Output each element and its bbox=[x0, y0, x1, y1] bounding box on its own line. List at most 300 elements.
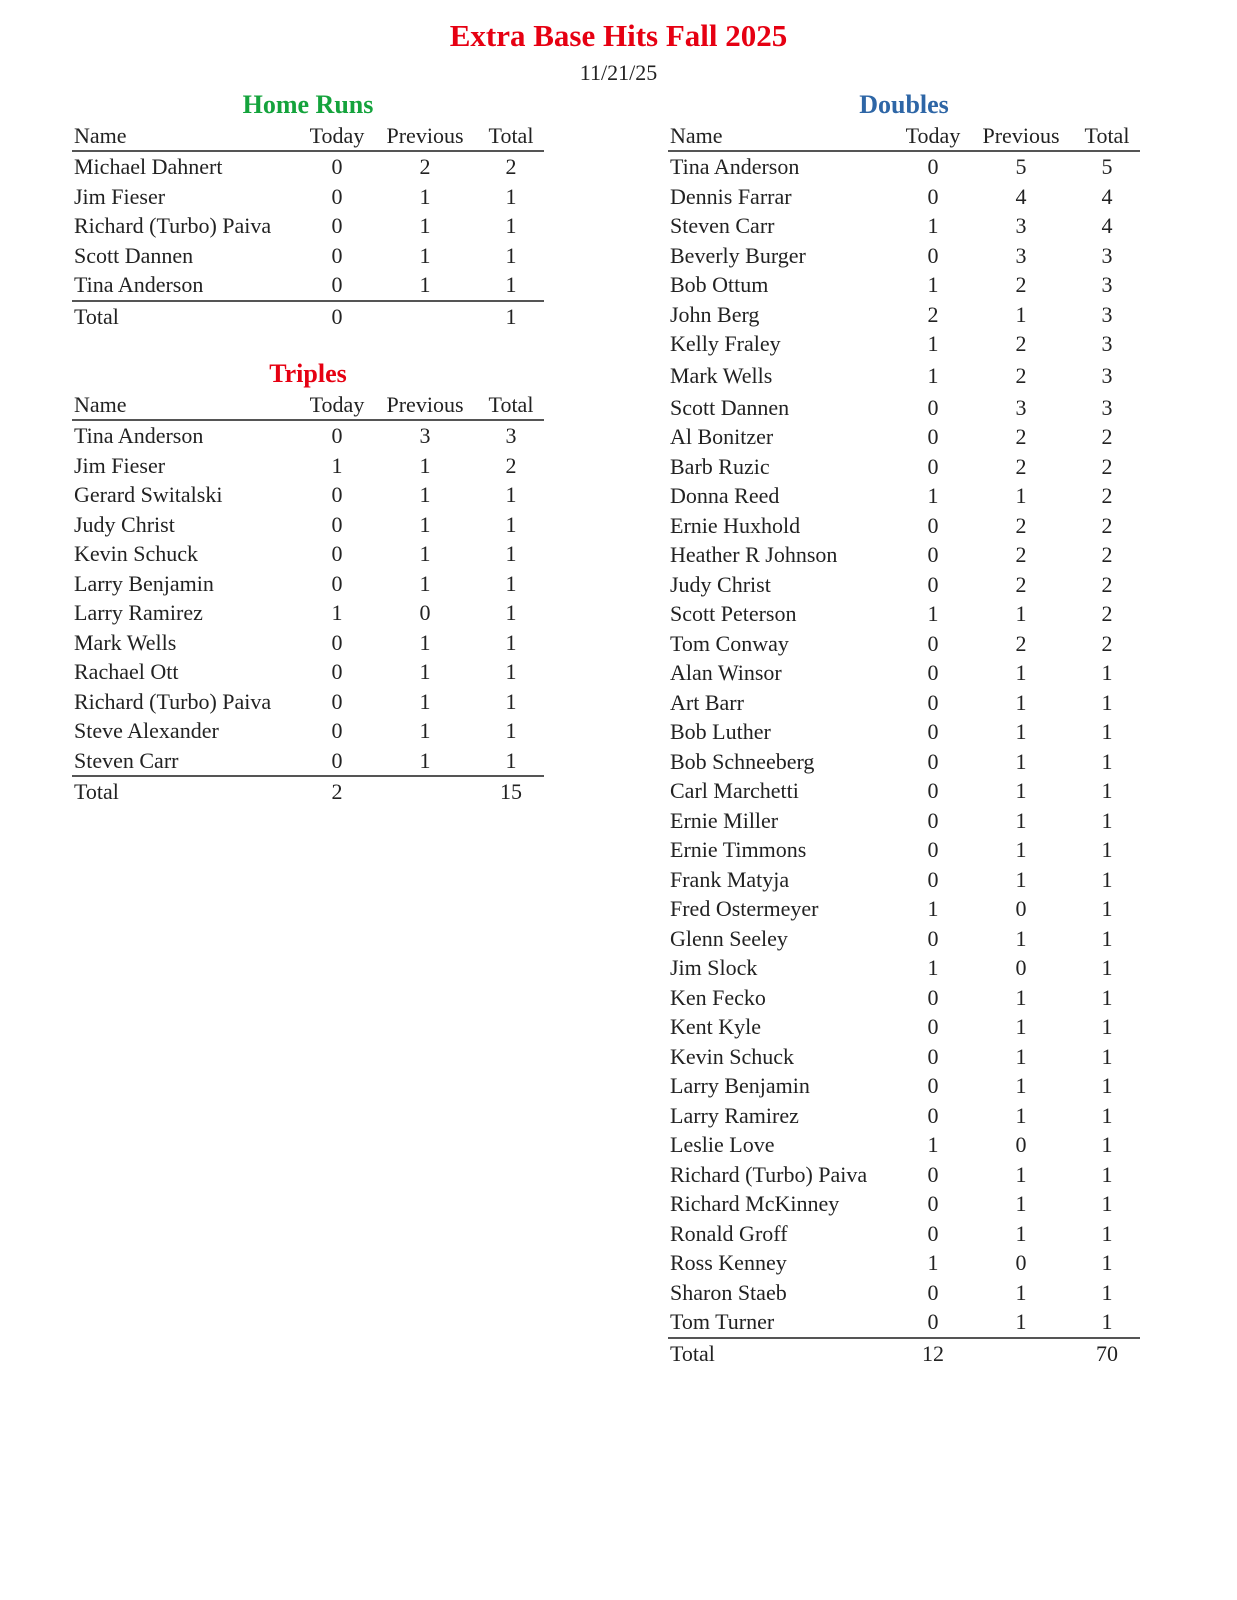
name-cell: Ernie Timmons bbox=[670, 837, 807, 862]
table-row bbox=[668, 599, 1140, 629]
name-cell: Jim Slock bbox=[670, 955, 758, 980]
total-cell: 1 bbox=[1101, 955, 1113, 980]
total-cell: 3 bbox=[1101, 301, 1113, 327]
table-row bbox=[668, 182, 1140, 212]
table-row bbox=[72, 480, 544, 510]
total-cell: 1 bbox=[1101, 689, 1113, 715]
previous-cell: 1 bbox=[419, 688, 431, 714]
total-cell: 3 bbox=[1101, 272, 1113, 297]
table-row bbox=[668, 806, 1140, 836]
today-cell: 0 bbox=[331, 541, 343, 566]
table-row bbox=[668, 151, 1140, 182]
today-cell: 0 bbox=[927, 837, 939, 862]
total-cell: 1 bbox=[505, 629, 517, 655]
total-cell: 1 bbox=[505, 272, 517, 297]
previous-cell: 1 bbox=[1015, 1043, 1027, 1069]
table-row bbox=[72, 182, 544, 212]
previous-cell: 1 bbox=[1015, 719, 1027, 744]
previous-cell: 0 bbox=[1015, 1250, 1027, 1275]
table-row bbox=[668, 953, 1140, 983]
total-cell: 2 bbox=[1101, 483, 1113, 508]
name-cell: Richard McKinney bbox=[670, 1191, 840, 1216]
total-cell: 1 bbox=[1101, 1309, 1113, 1334]
today-cell: 0 bbox=[927, 807, 939, 833]
total-total-cell: 1 bbox=[478, 301, 544, 332]
table-row bbox=[668, 983, 1140, 1013]
header-row bbox=[72, 122, 544, 151]
table-row bbox=[668, 481, 1140, 511]
name-cell: Bob Schneeberg bbox=[670, 748, 815, 774]
total-cell: 1 bbox=[1101, 896, 1113, 921]
previous-cell: 1 bbox=[1015, 601, 1027, 626]
previous-cell: 5 bbox=[1015, 154, 1027, 179]
name-cell: Mark Wells bbox=[670, 362, 773, 388]
name-cell: Steven Carr bbox=[74, 747, 179, 773]
previous-cell: 2 bbox=[1015, 331, 1027, 356]
previous-cell: 2 bbox=[1015, 512, 1027, 538]
column-header-name: Name bbox=[668, 122, 898, 151]
total-row bbox=[668, 1338, 1140, 1369]
today-cell: 0 bbox=[331, 511, 343, 537]
total-cell: 1 bbox=[1101, 1191, 1113, 1216]
name-cell: Beverly Burger bbox=[670, 242, 806, 268]
today-cell: 0 bbox=[927, 512, 939, 538]
previous-cell: 1 bbox=[1015, 689, 1027, 715]
table-row bbox=[668, 329, 1140, 359]
previous-cell: 1 bbox=[1015, 866, 1027, 892]
previous-cell: 1 bbox=[419, 629, 431, 655]
table-row bbox=[668, 1248, 1140, 1278]
name-cell: Tina Anderson bbox=[74, 423, 204, 448]
total-cell: 2 bbox=[1101, 542, 1113, 567]
table-row bbox=[668, 1160, 1140, 1190]
total-cell: 2 bbox=[505, 452, 517, 478]
total-cell: 1 bbox=[505, 570, 517, 596]
name-cell: Judy Christ bbox=[74, 511, 175, 537]
total-total-cell: 15 bbox=[478, 776, 544, 807]
today-cell: 1 bbox=[927, 1132, 939, 1157]
total-cell: 1 bbox=[505, 747, 517, 773]
today-cell: 0 bbox=[927, 984, 939, 1010]
name-cell: Mark Wells bbox=[74, 629, 177, 655]
total-cell: 2 bbox=[505, 154, 517, 179]
doubles-heading: Doubles bbox=[859, 90, 949, 119]
total-cell: 1 bbox=[1101, 925, 1113, 951]
today-cell: 0 bbox=[927, 1014, 939, 1039]
name-cell: Tina Anderson bbox=[670, 154, 800, 179]
table-row bbox=[668, 422, 1140, 452]
table-row bbox=[668, 924, 1140, 954]
name-cell: Bob Ottum bbox=[670, 272, 769, 297]
total-cell: 2 bbox=[1101, 424, 1113, 449]
triples-heading: Triples bbox=[269, 359, 347, 388]
today-cell: 0 bbox=[927, 719, 939, 744]
total-row bbox=[72, 301, 544, 332]
name-cell: John Berg bbox=[670, 301, 760, 327]
table-row bbox=[668, 688, 1140, 718]
name-cell: Art Barr bbox=[670, 689, 744, 715]
today-cell: 0 bbox=[331, 154, 343, 179]
table-row bbox=[72, 746, 544, 777]
previous-cell: 1 bbox=[419, 541, 431, 566]
today-cell: 0 bbox=[331, 242, 343, 268]
previous-cell: 3 bbox=[419, 423, 431, 448]
name-cell: Kent Kyle bbox=[670, 1014, 762, 1039]
today-cell: 0 bbox=[927, 154, 939, 179]
total-cell: 1 bbox=[505, 688, 517, 714]
today-cell: 1 bbox=[927, 213, 939, 238]
total-cell: 1 bbox=[1101, 1073, 1113, 1098]
today-cell: 0 bbox=[331, 183, 343, 209]
previous-cell: 1 bbox=[1015, 807, 1027, 833]
home-runs-heading: Home Runs bbox=[242, 90, 374, 119]
previous-cell: 1 bbox=[419, 659, 431, 684]
previous-cell: 1 bbox=[1015, 301, 1027, 327]
today-cell: 0 bbox=[927, 571, 939, 597]
table-row bbox=[72, 539, 544, 569]
total-cell: 1 bbox=[1101, 660, 1113, 685]
page-title: Extra Base Hits Fall 2025 bbox=[449, 18, 788, 53]
previous-cell: 3 bbox=[1015, 242, 1027, 268]
table-row bbox=[668, 540, 1140, 570]
previous-cell: 1 bbox=[1015, 984, 1027, 1010]
table-row bbox=[668, 1219, 1140, 1249]
total-cell: 1 bbox=[505, 718, 517, 743]
previous-cell: 0 bbox=[419, 600, 431, 625]
today-cell: 0 bbox=[927, 778, 939, 803]
today-cell: 0 bbox=[927, 453, 939, 479]
today-cell: 0 bbox=[927, 394, 939, 420]
home-runs-table bbox=[72, 122, 544, 331]
today-cell: 0 bbox=[927, 748, 939, 774]
previous-cell: 1 bbox=[419, 452, 431, 478]
total-cell: 4 bbox=[1101, 183, 1113, 209]
today-cell: 0 bbox=[927, 689, 939, 715]
total-total-cell: 70 bbox=[1074, 1338, 1140, 1369]
total-previous-cell bbox=[372, 301, 478, 332]
name-cell: Alan Winsor bbox=[670, 660, 782, 685]
total-cell: 2 bbox=[1101, 601, 1113, 626]
today-cell: 0 bbox=[331, 423, 343, 448]
name-cell: Ronald Groff bbox=[670, 1220, 788, 1246]
name-cell: Dennis Farrar bbox=[670, 183, 792, 209]
column-header-previous: Previous bbox=[968, 122, 1074, 151]
name-cell: Richard (Turbo) Paiva bbox=[670, 1161, 868, 1187]
table-row bbox=[72, 420, 544, 451]
name-cell: Larry Benjamin bbox=[670, 1073, 810, 1098]
name-cell: Kevin Schuck bbox=[74, 541, 199, 566]
doubles-section bbox=[668, 88, 1140, 1368]
previous-cell: 1 bbox=[1015, 1073, 1027, 1098]
previous-cell: 3 bbox=[1015, 394, 1027, 420]
total-row bbox=[72, 776, 544, 807]
today-cell: 0 bbox=[927, 1309, 939, 1334]
total-cell: 1 bbox=[1101, 719, 1113, 744]
name-cell: Larry Benjamin bbox=[74, 570, 214, 596]
previous-cell: 1 bbox=[419, 718, 431, 743]
previous-cell: 3 bbox=[1015, 213, 1027, 238]
today-cell: 1 bbox=[927, 1250, 939, 1275]
total-cell: 3 bbox=[1101, 394, 1113, 420]
header-row bbox=[668, 122, 1140, 151]
name-cell: Sharon Staeb bbox=[670, 1279, 787, 1305]
total-cell: 1 bbox=[1101, 1102, 1113, 1128]
total-today-cell: 12 bbox=[898, 1338, 968, 1369]
today-cell: 0 bbox=[331, 718, 343, 743]
today-cell: 0 bbox=[927, 1073, 939, 1098]
name-cell: Steven Carr bbox=[670, 213, 775, 238]
table-row bbox=[668, 452, 1140, 482]
previous-cell: 1 bbox=[419, 272, 431, 297]
name-cell: Fred Ostermeyer bbox=[670, 896, 819, 921]
total-cell: 1 bbox=[1101, 1220, 1113, 1246]
today-cell: 0 bbox=[927, 925, 939, 951]
total-previous-cell bbox=[372, 776, 478, 807]
column-header-previous: Previous bbox=[372, 391, 478, 420]
previous-cell: 1 bbox=[419, 747, 431, 773]
home-runs-section bbox=[72, 88, 544, 331]
previous-cell: 1 bbox=[1015, 837, 1027, 862]
table-row bbox=[72, 270, 544, 301]
previous-cell: 2 bbox=[1015, 630, 1027, 656]
name-cell: Ernie Miller bbox=[670, 807, 779, 833]
table-row bbox=[72, 716, 544, 746]
name-cell: Carl Marchetti bbox=[670, 778, 799, 803]
table-row bbox=[668, 865, 1140, 895]
name-cell: Kelly Fraley bbox=[670, 331, 781, 356]
column-header-today: Today bbox=[302, 391, 372, 420]
today-cell: 0 bbox=[927, 1220, 939, 1246]
name-cell: Ken Fecko bbox=[670, 984, 766, 1010]
total-cell: 3 bbox=[1101, 242, 1113, 268]
name-cell: Barb Ruzic bbox=[670, 453, 770, 479]
name-cell: Tina Anderson bbox=[74, 272, 204, 297]
total-cell: 1 bbox=[505, 242, 517, 268]
today-cell: 0 bbox=[331, 213, 343, 238]
previous-cell: 1 bbox=[1015, 1014, 1027, 1039]
previous-cell: 1 bbox=[419, 482, 431, 507]
name-cell: Gerard Switalski bbox=[74, 482, 223, 507]
today-cell: 0 bbox=[331, 570, 343, 596]
today-cell: 0 bbox=[927, 183, 939, 209]
triples-section bbox=[72, 357, 544, 807]
today-cell: 1 bbox=[927, 896, 939, 921]
table-row bbox=[668, 1307, 1140, 1338]
name-cell: Kevin Schuck bbox=[670, 1043, 795, 1069]
name-cell: Richard (Turbo) Paiva bbox=[74, 213, 272, 238]
table-row bbox=[72, 211, 544, 241]
name-cell: Donna Reed bbox=[670, 483, 780, 508]
header-row bbox=[72, 391, 544, 420]
table-row bbox=[668, 717, 1140, 747]
previous-cell: 1 bbox=[1015, 660, 1027, 685]
previous-cell: 1 bbox=[1015, 748, 1027, 774]
previous-cell: 1 bbox=[1015, 1161, 1027, 1187]
table-row bbox=[668, 1278, 1140, 1308]
today-cell: 0 bbox=[927, 1161, 939, 1187]
table-row bbox=[668, 393, 1140, 423]
table-row bbox=[668, 835, 1140, 865]
table-row bbox=[668, 894, 1140, 924]
today-cell: 1 bbox=[331, 600, 343, 625]
total-cell: 1 bbox=[505, 183, 517, 209]
table-row bbox=[668, 1101, 1140, 1131]
name-cell: Jim Fieser bbox=[74, 183, 166, 209]
previous-cell: 2 bbox=[419, 154, 431, 179]
previous-cell: 1 bbox=[1015, 778, 1027, 803]
today-cell: 1 bbox=[927, 601, 939, 626]
total-cell: 3 bbox=[1101, 331, 1113, 356]
today-cell: 1 bbox=[927, 362, 939, 388]
column-header-total: Total bbox=[478, 122, 544, 151]
name-cell: Michael Dahnert bbox=[74, 154, 223, 179]
column-header-total: Total bbox=[1074, 122, 1140, 151]
table-row bbox=[72, 510, 544, 540]
previous-cell: 1 bbox=[1015, 483, 1027, 508]
column-header-name: Name bbox=[72, 122, 302, 151]
today-cell: 0 bbox=[927, 1191, 939, 1216]
previous-cell: 1 bbox=[1015, 925, 1027, 951]
previous-cell: 4 bbox=[1015, 183, 1027, 209]
total-cell: 1 bbox=[1101, 984, 1113, 1010]
total-today-cell: 2 bbox=[302, 776, 372, 807]
total-cell: 1 bbox=[1101, 1043, 1113, 1069]
today-cell: 1 bbox=[927, 272, 939, 297]
today-cell: 2 bbox=[927, 301, 939, 327]
today-cell: 0 bbox=[927, 1102, 939, 1128]
today-cell: 1 bbox=[927, 955, 939, 980]
today-cell: 0 bbox=[927, 660, 939, 685]
today-cell: 0 bbox=[927, 630, 939, 656]
name-cell: Scott Peterson bbox=[670, 601, 797, 626]
total-cell: 1 bbox=[1101, 748, 1113, 774]
name-cell: Tom Turner bbox=[670, 1309, 775, 1334]
column-header-today: Today bbox=[302, 122, 372, 151]
total-cell: 2 bbox=[1101, 571, 1113, 597]
today-cell: 0 bbox=[331, 659, 343, 684]
total-name-cell: Total bbox=[668, 1338, 898, 1369]
name-cell: Richard (Turbo) Paiva bbox=[74, 688, 272, 714]
today-cell: 0 bbox=[331, 272, 343, 297]
name-cell: Al Bonitzer bbox=[670, 424, 774, 449]
name-cell: Jim Fieser bbox=[74, 452, 166, 478]
today-cell: 0 bbox=[927, 242, 939, 268]
previous-cell: 2 bbox=[1015, 453, 1027, 479]
total-cell: 1 bbox=[1101, 837, 1113, 862]
previous-cell: 2 bbox=[1015, 571, 1027, 597]
previous-cell: 2 bbox=[1015, 542, 1027, 567]
table-row bbox=[668, 570, 1140, 600]
doubles-table bbox=[668, 122, 1140, 1368]
previous-cell: 0 bbox=[1015, 955, 1027, 980]
total-previous-cell bbox=[968, 1338, 1074, 1369]
today-cell: 0 bbox=[927, 424, 939, 449]
total-cell: 2 bbox=[1101, 512, 1113, 538]
name-cell: Leslie Love bbox=[670, 1132, 775, 1157]
name-cell: Larry Ramirez bbox=[74, 600, 203, 625]
name-cell: Rachael Ott bbox=[74, 659, 179, 684]
triples-table bbox=[72, 391, 544, 807]
table-row bbox=[72, 241, 544, 271]
total-cell: 2 bbox=[1101, 630, 1113, 656]
table-row bbox=[668, 511, 1140, 541]
table-row bbox=[72, 569, 544, 599]
name-cell: Scott Dannen bbox=[670, 394, 790, 420]
previous-cell: 1 bbox=[1015, 1220, 1027, 1246]
today-cell: 0 bbox=[331, 747, 343, 773]
previous-cell: 1 bbox=[1015, 1279, 1027, 1305]
table-row bbox=[668, 1012, 1140, 1042]
total-cell: 3 bbox=[1101, 362, 1113, 388]
previous-cell: 2 bbox=[1015, 272, 1027, 297]
previous-cell: 2 bbox=[1015, 424, 1027, 449]
table-row bbox=[72, 598, 544, 628]
name-cell: Ross Kenney bbox=[670, 1250, 787, 1275]
table-row bbox=[72, 451, 544, 481]
table-row bbox=[72, 687, 544, 717]
total-cell: 1 bbox=[505, 482, 517, 507]
today-cell: 1 bbox=[927, 483, 939, 508]
previous-cell: 1 bbox=[419, 511, 431, 537]
name-cell: Tom Conway bbox=[670, 630, 789, 656]
previous-cell: 1 bbox=[1015, 1309, 1027, 1334]
today-cell: 0 bbox=[927, 866, 939, 892]
total-cell: 1 bbox=[1101, 1132, 1113, 1157]
table-row bbox=[72, 151, 544, 182]
table-row bbox=[72, 628, 544, 658]
name-cell: Glenn Seeley bbox=[670, 925, 788, 951]
name-cell: Bob Luther bbox=[670, 719, 771, 744]
total-cell: 1 bbox=[505, 659, 517, 684]
total-cell: 1 bbox=[1101, 1014, 1113, 1039]
table-row bbox=[668, 1130, 1140, 1160]
table-row bbox=[668, 776, 1140, 806]
name-cell: Steve Alexander bbox=[74, 718, 219, 743]
total-name-cell: Total bbox=[72, 301, 302, 332]
table-row bbox=[668, 747, 1140, 777]
table-row bbox=[668, 241, 1140, 271]
previous-cell: 1 bbox=[1015, 1191, 1027, 1216]
total-cell: 1 bbox=[505, 541, 517, 566]
today-cell: 1 bbox=[331, 452, 343, 478]
total-cell: 1 bbox=[505, 213, 517, 238]
previous-cell: 2 bbox=[1015, 362, 1027, 388]
today-cell: 1 bbox=[927, 331, 939, 356]
previous-cell: 1 bbox=[1015, 1102, 1027, 1128]
name-cell: Frank Matyja bbox=[670, 866, 790, 892]
name-cell: Larry Ramirez bbox=[670, 1102, 799, 1128]
table-row bbox=[668, 359, 1140, 393]
table-row bbox=[668, 211, 1140, 241]
report-date: 11/21/25 bbox=[579, 60, 658, 85]
table-row bbox=[668, 270, 1140, 300]
name-cell: Heather R Johnson bbox=[670, 542, 838, 567]
column-header-name: Name bbox=[72, 391, 302, 420]
total-cell: 1 bbox=[1101, 807, 1113, 833]
previous-cell: 0 bbox=[1015, 896, 1027, 921]
previous-cell: 1 bbox=[419, 242, 431, 268]
total-cell: 2 bbox=[1101, 453, 1113, 479]
total-cell: 1 bbox=[1101, 1250, 1113, 1275]
table-row bbox=[668, 658, 1140, 688]
column-header-today: Today bbox=[898, 122, 968, 151]
table-row bbox=[668, 1042, 1140, 1072]
total-today-cell: 0 bbox=[302, 301, 372, 332]
previous-cell: 1 bbox=[419, 570, 431, 596]
total-cell: 1 bbox=[1101, 778, 1113, 803]
table-row bbox=[72, 657, 544, 687]
total-cell: 1 bbox=[1101, 866, 1113, 892]
